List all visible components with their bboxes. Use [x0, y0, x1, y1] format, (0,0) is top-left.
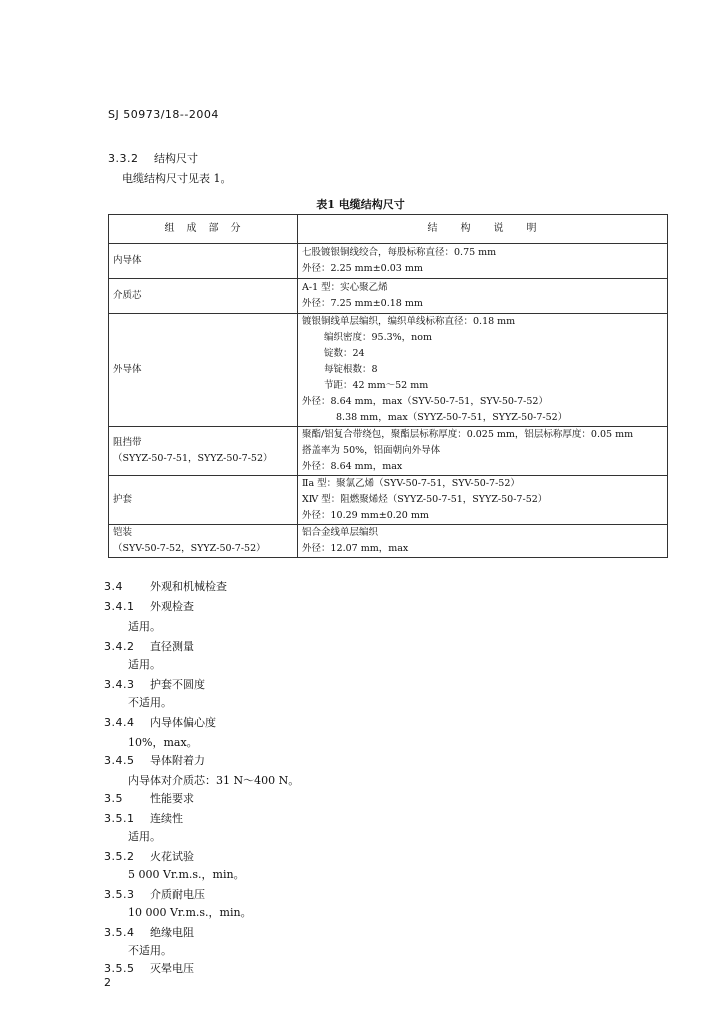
desc-cell: 铝合金线单层编织 外径：12.07 mm，max — [298, 525, 668, 558]
column-header-desc: 结 构 说 明 — [298, 215, 668, 244]
desc-cell: A-1 型：实心聚乙烯 外径：7.25 mm±0.18 mm — [298, 279, 668, 314]
section-3-3-2-text: 电缆结构尺寸见表 1。 — [122, 172, 232, 185]
table-row — [109, 476, 668, 525]
table-row — [109, 427, 668, 476]
section-text: 不适用。 — [128, 696, 172, 709]
column-header-part: 组 成 部 分 — [109, 215, 298, 244]
section-heading: 3.5.2 火花试验 — [104, 850, 194, 863]
table-row — [109, 314, 668, 427]
section-text: 适用。 — [128, 658, 161, 671]
section-number: 3.3.2 — [108, 152, 139, 165]
desc-cell: 聚酯/铝复合带绕包，聚酯层标称厚度：0.025 mm，铝层标称厚度：0.05 mm 搭盖率为 50%，铝面朝向外导体 外径：8.64 mm，max — [298, 427, 668, 476]
section-heading: 3.4.4 内导体偏心度 — [104, 716, 216, 729]
section-text: 适用。 — [128, 620, 161, 633]
section-heading: 3.4.2 直径测量 — [104, 640, 194, 653]
desc-cell: Ⅱa 型：聚氯乙烯（SYV-50-7-51，SYV-50-7-52） ⅩⅣ 型：阻燃聚烯烃（SYYZ-50-7-51，SYYZ-50-7-52） 外径：10.29 mm±0.20 mm — [298, 476, 668, 525]
table-row — [109, 279, 668, 314]
part-cell: 外导体 — [109, 314, 298, 427]
section-title: 结构尺寸 — [154, 152, 198, 165]
section-heading: 3.5 性能要求 — [104, 792, 194, 805]
part-cell: 铠装 （SYV-50-7-52，SYYZ-50-7-52） — [109, 525, 298, 558]
section-3-3-2 — [108, 150, 198, 166]
part-cell: 护套 — [109, 476, 298, 525]
section-heading: 3.5.4 绝缘电阻 — [104, 926, 194, 939]
table-caption: 表1 电缆结构尺寸 — [316, 198, 405, 211]
desc-cell: 七股镀银铜线绞合，每股标称直径：0.75 mm 外径：2.25 mm±0.03 mm — [298, 244, 668, 279]
table-row — [109, 244, 668, 279]
desc-cell: 镀银铜线单层编织，编织单线标称直径：0.18 mm 编织密度：95.3%，nom 锭数：24 每锭根数：8 节距：42 mm～52 mm 外径：8.64 mm，max（SYV-50-7-51，SYV-50-7-52） 8.38 mm，max（SYYZ-50-7-51，SYYZ-50-7-52） — [298, 314, 668, 427]
part-cell: 阻挡带 （SYYZ-50-7-51，SYYZ-50-7-52） — [109, 427, 298, 476]
section-text: 10%，max。 — [128, 736, 198, 749]
document-header: SJ 50973/18--2004 — [108, 108, 219, 121]
part-cell: 内导体 — [109, 244, 298, 279]
cable-structure-table — [108, 214, 668, 558]
section-text: 10 000 Vr.m.s.，min。 — [128, 906, 252, 919]
section-heading: 3.5.5 灭晕电压 — [104, 962, 194, 975]
section-text: 内导体对介质芯：31 N～400 N。 — [128, 774, 300, 787]
section-text: 适用。 — [128, 830, 161, 843]
part-cell: 介质芯 — [109, 279, 298, 314]
section-text: 不适用。 — [128, 944, 172, 957]
section-text: 5 000 Vr.m.s.，min。 — [128, 868, 245, 881]
section-heading: 3.5.1 连续性 — [104, 812, 183, 825]
section-heading: 3.5.3 介质耐电压 — [104, 888, 205, 901]
section-heading: 3.4.3 护套不圆度 — [104, 678, 205, 691]
page-number: 2 — [104, 976, 111, 989]
table-header-row — [109, 215, 668, 244]
section-heading: 3.4.1 外观检查 — [104, 600, 194, 613]
table-row — [109, 525, 668, 558]
section-heading: 3.4.5 导体附着力 — [104, 754, 205, 767]
section-heading: 3.4 外观和机械检查 — [104, 580, 227, 593]
